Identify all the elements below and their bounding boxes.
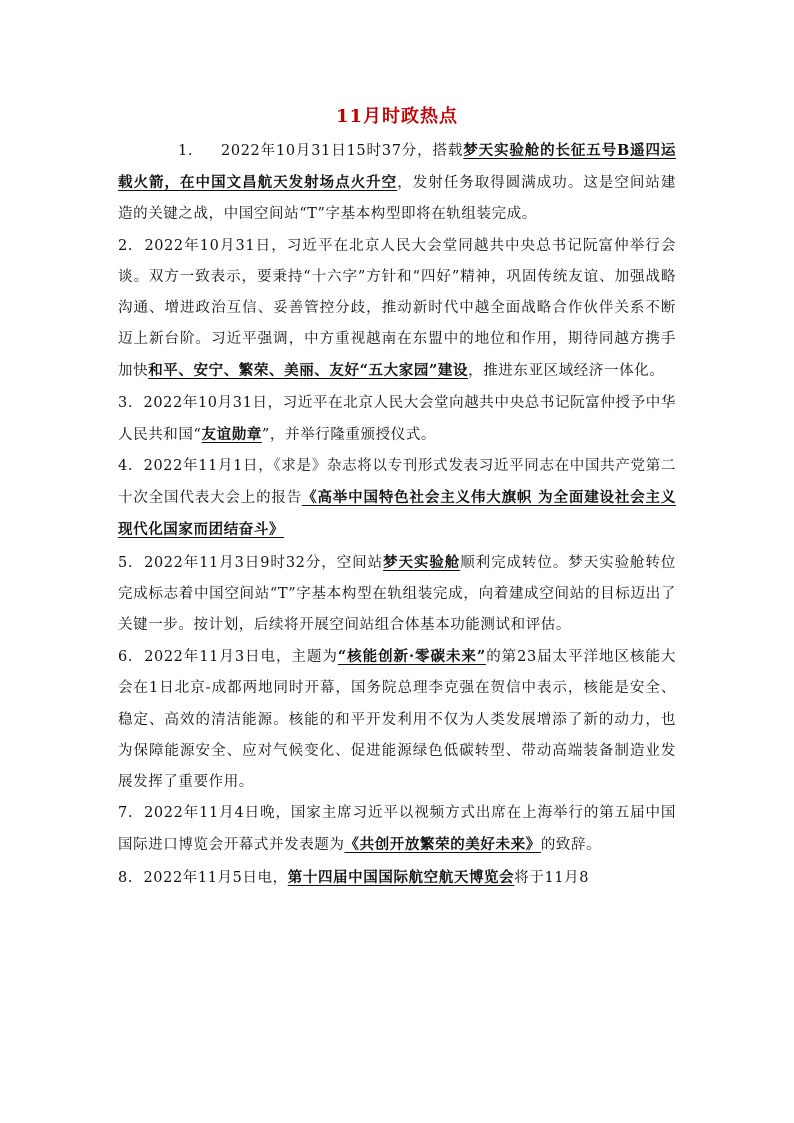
highlighted-text: 梦天实验舱 (383, 553, 461, 571)
item-text: ，发射任务取得圆满成功。这是空间站建造的关键之战，中国空间站“T”字基本构型即将在轨组装完成。 (118, 175, 676, 223)
news-item (118, 231, 676, 388)
item-text: 2022年10月31日，习近平在北京人民大会堂向越共中央总书记阮富仲授予中华人民共和国“ (118, 394, 676, 443)
item-number: 2. (118, 237, 134, 254)
item-text: 的第23届太平洋地区核能大会在1日北京-成都两地同时开幕，国务院总理李克强在贺信中表示，核能是安全、稳定、高效的清洁能源。核能的和平开发利用不仅为人类发展增添了新的动力，也为保障能源安全、应对气候变化、促进能源绿色低碳转型、带动高端装备制造业发展发挥了重要作用。 (118, 649, 677, 791)
highlighted-text: 第十四届中国国际航空航天博览会 (287, 868, 515, 886)
item-text: 2022年10月31日15时37分，搭载 (221, 143, 464, 159)
item-text: 2022年11月3日9时32分，空间站 (144, 554, 384, 571)
item-number: 8. (118, 869, 134, 886)
item-text: 2022年11月4日晚，国家主席习近平以视频方式出席在上海举行的第五届中国国际进口博览会开幕式并发表题为 (118, 805, 677, 854)
item-text: ，推进东亚区域经济一体化。 (468, 363, 665, 380)
news-item (118, 798, 676, 861)
highlighted-text: 友谊勋章 (201, 425, 262, 443)
item-text: 2022年11月3日电，主题为 (144, 649, 338, 666)
highlighted-text: 和平、安宁、繁荣、美丽、友好“五大家园”建设 (148, 362, 469, 380)
item-text: 2022年11月1日，《求是》杂志将以专刊形式发表习近平同志在中国共产党第二十次全国代表大会上的报告 (118, 458, 677, 507)
item-number: 7. (118, 805, 134, 822)
highlighted-text: 《高举中国特色社会主义伟大旗帜 为全面建设社会主义现代化国家而团结奋斗》 (118, 489, 677, 539)
item-number: 5. (118, 554, 134, 571)
highlighted-text: 《共创开放繁荣的美好未来》 (344, 836, 541, 854)
item-text: 2022年11月5日电， (143, 869, 288, 886)
item-number: 3. (118, 394, 134, 411)
item-text: 的致辞。 (540, 837, 602, 854)
item-text: 将于11月8 (514, 869, 590, 886)
news-list (118, 135, 676, 894)
item-text: ”，并举行隆重颁授仪式。 (261, 426, 437, 443)
news-item (118, 451, 676, 547)
item-text: 顺利完成转位。梦天实验舱转位完成标志着中国空间站“T”字基本构型在轨组装完成，向着建成空间站的目标迈出了关键一步。按计划，后续将开展空间站组合体基本功能测试和评估。 (118, 554, 676, 634)
news-item (118, 135, 676, 231)
item-number: 4. (118, 458, 134, 475)
document-title: 11月时政热点 (335, 106, 459, 127)
item-number: 1. (178, 143, 194, 159)
highlighted-text: 梦天实验舱的长征五号B遥四运载火箭，在中国文昌航天发射场点火升空 (118, 142, 676, 192)
news-item (118, 641, 676, 798)
item-number: 6. (118, 649, 134, 666)
news-item (118, 547, 676, 642)
news-item (118, 388, 676, 451)
highlighted-text: “核能创新·零碳未来” (337, 648, 486, 666)
item-text: 2022年10月31日，习近平在北京人民大会堂同越共中央总书记阮富仲举行会谈。双方一致表示，要秉持“十六字”方针和“四好”精神，巩固传统友谊、加强战略沟通、增进政治互信、妥善管控分歧，推动新时代中越全面战略合作伙伴关系不断迈上新台阶。习近平强调，中方重视越南在东盟中的地位和作用，期待同越方携手加快 (118, 237, 676, 380)
news-item (118, 862, 676, 894)
